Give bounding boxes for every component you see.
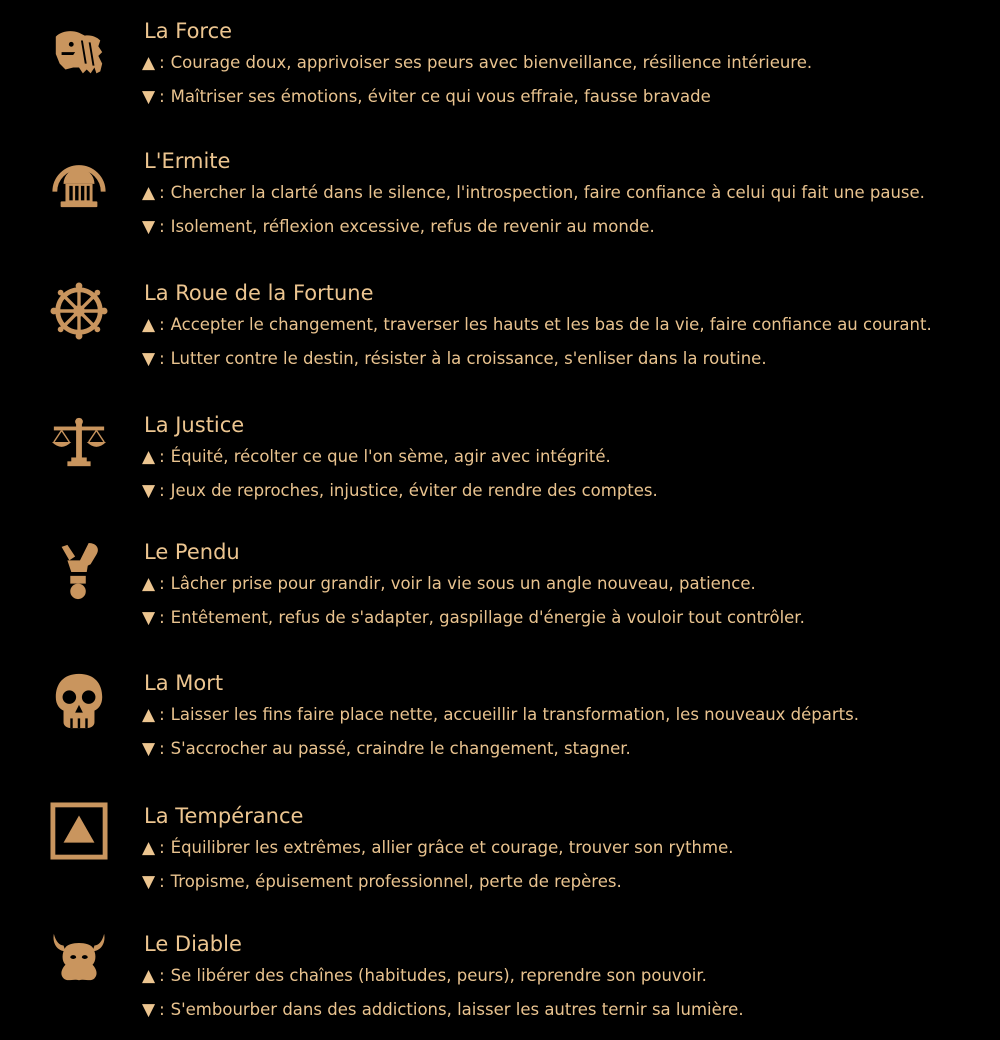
reversed-text: Jeux de reproches, injustice, éviter de rendre des comptes. (170, 481, 658, 500)
lion-icon (50, 25, 108, 83)
upright-arrow-icon: ▲ (142, 838, 156, 858)
upright-text: Courage doux, apprivoiser ses peurs avec bienveillance, résilience intérieure. (170, 53, 813, 72)
upright-meaning (142, 445, 611, 469)
separator: : (159, 1000, 165, 1019)
reversed-meaning (142, 347, 767, 371)
reversed-text: Isolement, réflexion excessive, refus de revenir au monde. (170, 217, 655, 236)
upright-arrow-icon: ▲ (142, 447, 156, 467)
separator: : (159, 838, 165, 857)
upright-arrow-icon: ▲ (142, 966, 156, 986)
reversed-arrow-icon: ▼ (142, 349, 156, 369)
upright-text: Équilibrer les extrêmes, allier grâce et courage, trouver son rythme. (170, 838, 734, 857)
upright-text: Se libérer des chaînes (habitudes, peurs), reprendre son pouvoir. (170, 966, 707, 985)
card-title: La Mort (144, 671, 224, 695)
card-title: La Justice (144, 413, 245, 437)
upright-meaning (142, 964, 707, 988)
tarot-card-entry (0, 669, 1000, 779)
skull-icon (50, 672, 108, 730)
upright-arrow-icon: ▲ (142, 705, 156, 725)
card-title: L'Ermite (144, 149, 231, 173)
reversed-arrow-icon: ▼ (142, 872, 156, 892)
tarot-card-entry (0, 411, 1000, 521)
separator: : (159, 349, 165, 368)
tarot-card-entry (0, 17, 1000, 127)
reversed-meaning (142, 215, 655, 239)
separator: : (159, 574, 165, 593)
upright-text: Laisser les fins faire place nette, accueillir la transformation, les nouveaux départs. (170, 705, 859, 724)
reversed-text: Entêtement, refus de s'adapter, gaspillage d'énergie à vouloir tout contrôler. (170, 608, 805, 627)
reversed-text: Lutter contre le destin, résister à la croissance, s'enliser dans la routine. (170, 349, 767, 368)
reversed-meaning (142, 870, 622, 894)
upright-arrow-icon: ▲ (142, 315, 156, 335)
upright-meaning (142, 572, 756, 596)
separator: : (159, 481, 165, 500)
card-title: Le Diable (144, 932, 242, 956)
lantern-icon (50, 153, 108, 211)
card-title: La Force (144, 19, 233, 43)
separator: : (159, 608, 165, 627)
reversed-meaning (142, 737, 631, 761)
card-title: Le Pendu (144, 540, 240, 564)
separator: : (159, 53, 165, 72)
upright-text: Chercher la clarté dans le silence, l'introspection, faire confiance à celui qui fait une pause. (170, 183, 925, 202)
reversed-arrow-icon: ▼ (142, 217, 156, 237)
wheel-icon (50, 282, 108, 340)
separator: : (159, 87, 165, 106)
upright-meaning (142, 836, 734, 860)
reversed-meaning (142, 606, 805, 630)
scales-icon (50, 413, 108, 471)
reversed-meaning (142, 479, 658, 503)
reversed-arrow-icon: ▼ (142, 87, 156, 107)
reversed-arrow-icon: ▼ (142, 608, 156, 628)
reversed-arrow-icon: ▼ (142, 481, 156, 501)
tarot-card-entry (0, 802, 1000, 912)
upright-text: Équité, récolter ce que l'on sème, agir avec intégrité. (170, 447, 611, 466)
upright-text: Accepter le changement, traverser les hauts et les bas de la vie, faire confiance au courant. (170, 315, 932, 334)
tarot-card-entry (0, 279, 1000, 389)
tarot-card-entry (0, 930, 1000, 1040)
separator: : (159, 705, 165, 724)
upright-meaning (142, 51, 812, 75)
card-title: La Roue de la Fortune (144, 281, 374, 305)
upright-meaning (142, 703, 859, 727)
separator: : (159, 217, 165, 236)
reversed-arrow-icon: ▼ (142, 739, 156, 759)
reversed-text: Tropisme, épuisement professionnel, perte de repères. (170, 872, 622, 891)
reversed-text: S'accrocher au passé, craindre le changement, stagner. (170, 739, 631, 758)
reversed-meaning (142, 998, 744, 1022)
separator: : (159, 315, 165, 334)
tarot-card-entry (0, 147, 1000, 257)
reversed-text: S'embourber dans des addictions, laisser les autres ternir sa lumière. (170, 1000, 744, 1019)
tarot-card-entry (0, 538, 1000, 648)
framed-triangle-icon (50, 802, 108, 860)
reversed-meaning (142, 85, 711, 109)
reversed-arrow-icon: ▼ (142, 1000, 156, 1020)
upright-arrow-icon: ▲ (142, 183, 156, 203)
upright-arrow-icon: ▲ (142, 53, 156, 73)
upright-meaning (142, 313, 932, 337)
upright-text: Lâcher prise pour grandir, voir la vie sous un angle nouveau, patience. (170, 574, 756, 593)
devil-horns-icon (50, 930, 108, 988)
upright-arrow-icon: ▲ (142, 574, 156, 594)
separator: : (159, 872, 165, 891)
reversed-text: Maîtriser ses émotions, éviter ce qui vous effraie, fausse bravade (170, 87, 711, 106)
hanged-man-icon (50, 543, 108, 601)
separator: : (159, 447, 165, 466)
card-title: La Tempérance (144, 804, 304, 828)
separator: : (159, 183, 165, 202)
separator: : (159, 739, 165, 758)
separator: : (159, 966, 165, 985)
upright-meaning (142, 181, 925, 205)
